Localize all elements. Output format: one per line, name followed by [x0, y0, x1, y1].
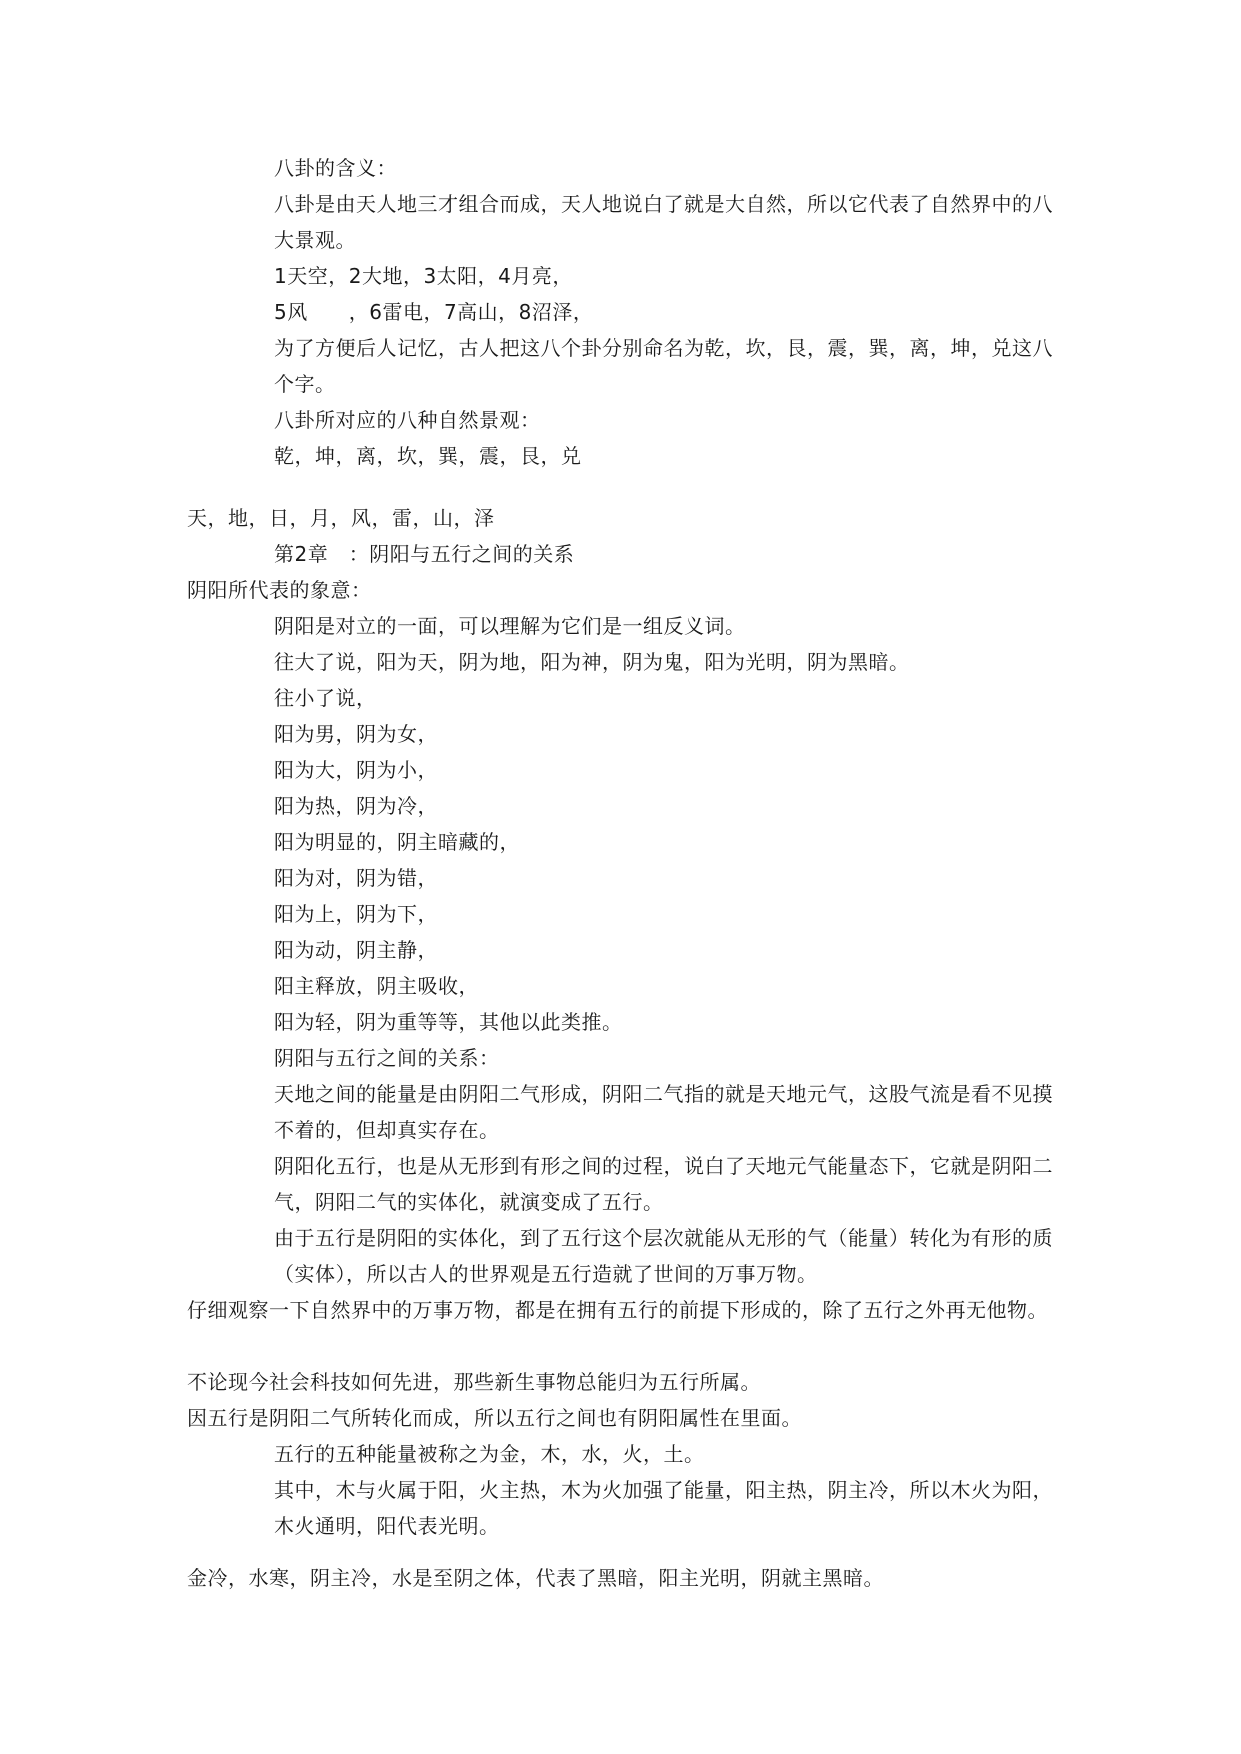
trigram-list: 乾，坤，离，坎，巽，震，艮，兑 — [274, 444, 582, 468]
paragraph-line: 阴阳是对立的一面，可以理解为它们是一组反义词。 — [274, 614, 746, 638]
chapter-title: 第2章 ：阴阳与五行之间的关系 — [274, 542, 575, 566]
section-heading: 八卦的含义： — [274, 156, 397, 180]
nature-line-block — [187, 500, 1053, 536]
paragraph: 八卦是由天人地三才组合而成，天人地说白了就是大自然，所以它代表了自然界中的八大景观。 — [274, 192, 1053, 252]
paragraph-line: 阳为轻，阴为重等等，其他以此类推。 — [274, 1010, 623, 1034]
paragraph-line: 阳主释放，阴主吸收， — [274, 974, 479, 998]
section-heading: 阴阳所代表的象意： — [187, 578, 372, 602]
paragraph: 五行的五种能量被称之为金，木，水，火，土。 — [274, 1442, 705, 1466]
paragraph-line: 阳为对，阴为错， — [274, 866, 438, 890]
paragraph-line: 往大了说，阳为天，阴为地，阳为神，阴为鬼，阳为光明，阴为黑暗。 — [274, 650, 910, 674]
section-yinyang — [187, 536, 1053, 1544]
list-line: 1天空，2大地，3太阳，4月亮， — [274, 264, 573, 288]
list-line: 5风 ，6雷电，7高山，8沼泽， — [274, 300, 594, 324]
paragraph: 天地之间的能量是由阴阳二气形成，阴阳二气指的就是天地元气，这股气流是看不见摸不着的，但却真实存在。 — [274, 1082, 1053, 1142]
paragraph: 由于五行是阴阳的实体化，到了五行这个层次就能从无形的气（能量）转化为有形的质（实体），所以古人的世界观是五行造就了世间的万事万物。 — [274, 1226, 1053, 1286]
closing-block — [187, 1560, 1053, 1596]
paragraph: 八卦所对应的八种自然景观： — [274, 408, 541, 432]
paragraph-line: 阳为大，阴为小， — [274, 758, 438, 782]
paragraph-line: 阴阳与五行之间的关系： — [274, 1046, 500, 1070]
paragraph-line: 阳为动，阴主静， — [274, 938, 438, 962]
paragraph: 因五行是阴阳二气所转化而成，所以五行之间也有阴阳属性在里面。 — [187, 1406, 802, 1430]
paragraph: 为了方便后人记忆，古人把这八个卦分别命名为乾，坎，艮，震，巽，离，坤，兑这八个字。 — [274, 336, 1053, 396]
paragraph: 其中，木与火属于阳，火主热，木为火加强了能量，阳主热，阴主冷，所以木火为阳，木火通明，阳代表光明。 — [274, 1478, 1053, 1538]
paragraph: 阴阳化五行，也是从无形到有形之间的过程，说白了天地元气能量态下，它就是阴阳二气，阴阳二气的实体化，就演变成了五行。 — [274, 1154, 1053, 1214]
paragraph-line: 阳为明显的，阴主暗藏的， — [274, 830, 520, 854]
paragraph: 金冷，水寒，阴主冷，水是至阴之体，代表了黑暗，阳主光明，阴就主黑暗。 — [187, 1566, 884, 1590]
paragraph: 仔细观察一下自然界中的万事万物，都是在拥有五行的前提下形成的，除了五行之外再无他物。 — [187, 1298, 1048, 1322]
paragraph-line: 阳为男，阴为女， — [274, 722, 438, 746]
paragraph-line: 阳为热，阴为冷， — [274, 794, 438, 818]
paragraph-line: 阳为上，阴为下， — [274, 902, 438, 926]
paragraph-line: 往小了说， — [274, 686, 377, 710]
section-bagua — [187, 150, 1053, 474]
nature-list: 天，地，日，月，风，雷，山，泽 — [187, 506, 495, 530]
paragraph: 不论现今社会科技如何先进，那些新生事物总能归为五行所属。 — [187, 1370, 761, 1394]
